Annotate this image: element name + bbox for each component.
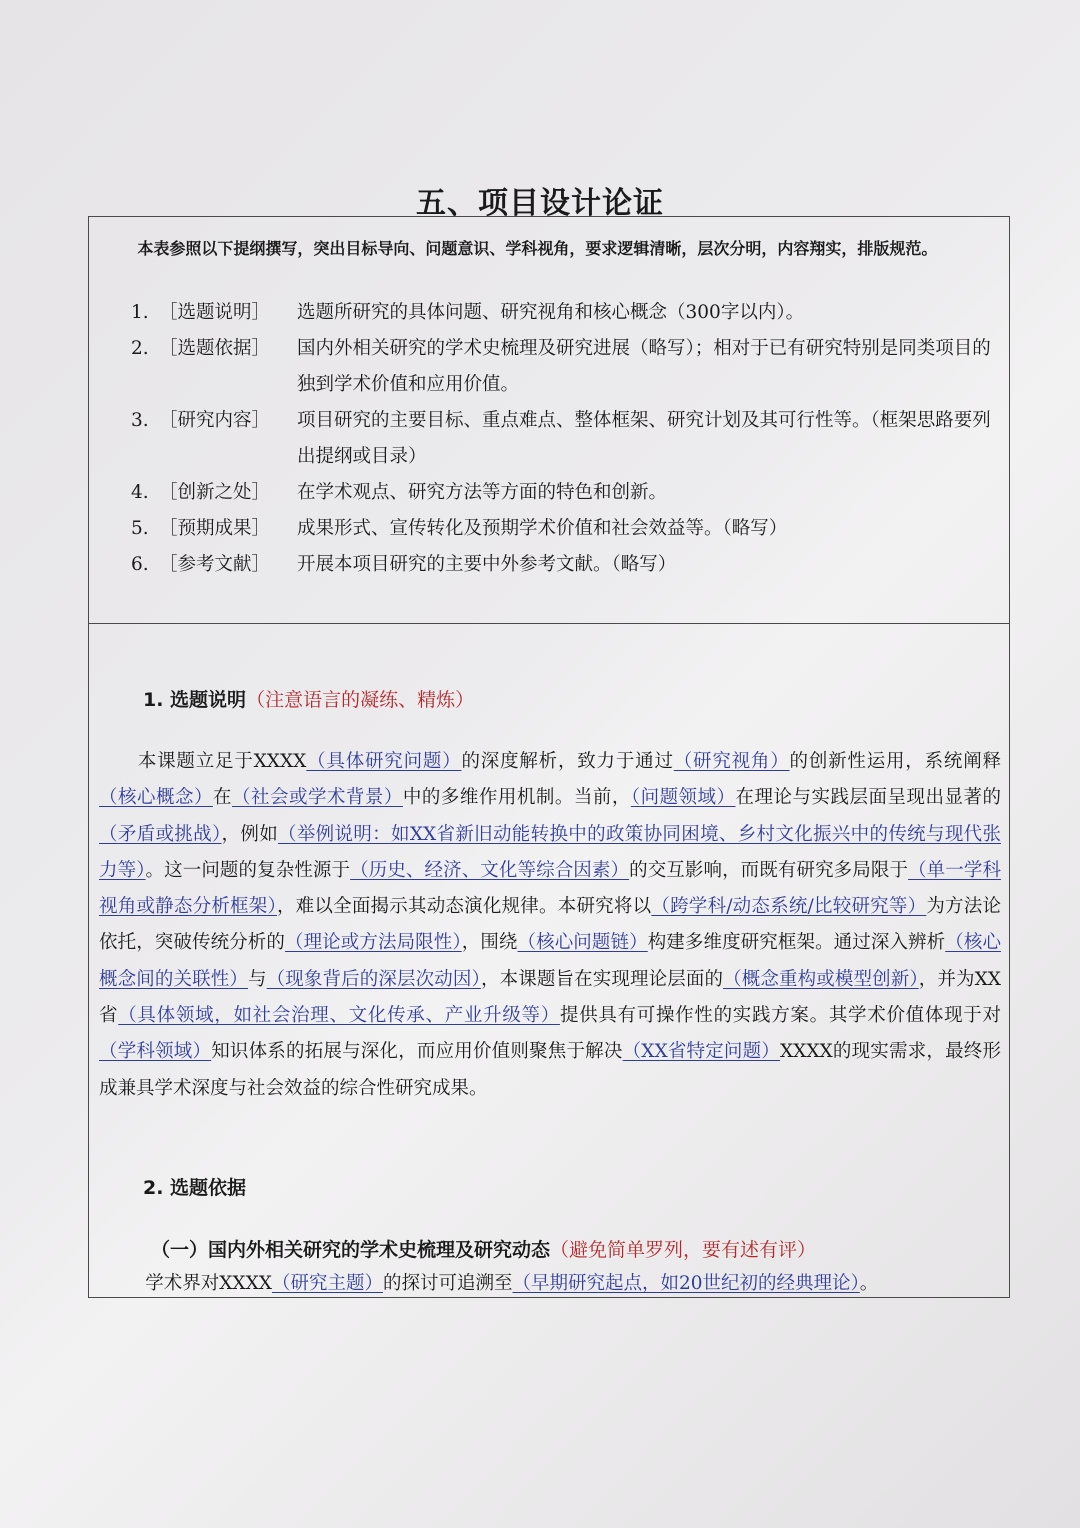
body-text: 在: [212, 787, 232, 809]
body-text: 的交互影响，而既有研究多局限于: [629, 859, 909, 881]
outline-text: 成果形式、宣传转化及预期学术价值和社会效益等。（略写）: [297, 518, 788, 539]
outline-item: [131, 511, 1006, 547]
section2-paragraph: [99, 1269, 1001, 1299]
section1-paragraph: [99, 744, 1001, 1107]
outline-text: 国内外相关研究的学术史梳理及研究进展（略写）；相对于已有研究特别是同类项目的独到学术价值和应用价值。: [297, 338, 991, 395]
placeholder-text: （跨学科/动态系统/比较研究等）: [651, 896, 927, 918]
outline-item: [131, 475, 1006, 511]
placeholder-text: （矛盾或挑战）: [99, 823, 222, 845]
outline-list: [131, 295, 1006, 583]
placeholder-text: （核心概念间的关联性）: [99, 932, 1001, 990]
body-text: 中的多维作用机制。当前，: [402, 787, 631, 809]
outline-text: 选题所研究的具体问题、研究视角和核心概念（300字以内）。: [297, 302, 805, 323]
outline-text: 项目研究的主要目标、重点难点、整体框架、研究计划及其可行性等。（框架思路要列出提纲或目录）: [297, 410, 991, 467]
section2-heading: 2. 选题依据: [143, 1177, 247, 1199]
outline-item: [131, 295, 1006, 331]
section1-title: 1. 选题说明: [143, 689, 247, 711]
body-text: 本课题立足于XXXX: [137, 751, 307, 772]
outline-number: 5.: [131, 518, 149, 539]
page-title: 五、项目设计论证: [416, 186, 664, 221]
body-text: 构建多维度研究框架。通过深入辨析: [647, 932, 946, 954]
form-table: [88, 216, 1010, 1298]
instruction-text: 本表参照以下提纲撰写，突出目标导向、问题意识、学科视角，要求逻辑清晰，层次分明，内容翔实，排版规范。: [137, 239, 938, 258]
placeholder-text: （XX省特定问题）: [622, 1041, 781, 1063]
subheading-note: （避免简单罗列，要有述有评）: [550, 1239, 817, 1261]
placeholder-text: （理论或方法局限性）: [284, 932, 462, 954]
body-text: 学术界对XXXX: [145, 1273, 272, 1294]
outline-number: 1.: [131, 302, 149, 323]
section1-note: （注意语言的凝练、精炼）: [246, 689, 475, 711]
placeholder-text: （概念重构或模型创新）: [723, 968, 919, 990]
placeholder-text: （学科领域）: [99, 1041, 212, 1063]
outline-number: 3.: [131, 410, 149, 431]
body-text: ，例如: [221, 823, 279, 845]
placeholder-text: （单一学科视角或静态分析框架）: [99, 859, 1001, 918]
body-text: XXXX的现实需求，最终形成兼具学术深度与社会效益的综合性研究成果。: [99, 1041, 1001, 1099]
outline-item: [131, 331, 1006, 403]
body-text: 为方法论依托，突破传统分析的: [99, 896, 1001, 954]
placeholder-text: （核心概念）: [99, 787, 213, 809]
body-text: 。这一问题的复杂性源于: [145, 859, 351, 881]
outline-label: ［创新之处］: [159, 482, 271, 503]
outline-item: [131, 547, 1006, 583]
table-divider: [89, 623, 1009, 624]
placeholder-text: （历史、经济、文化等综合因素）: [350, 859, 630, 881]
outline-text: 开展本项目研究的主要中外参考文献。（略写）: [297, 554, 677, 575]
section1-heading: [143, 685, 474, 712]
outline-label: ［选题说明］: [159, 302, 271, 323]
body-text: 的创新性运用，系统阐释: [789, 751, 1001, 772]
outline-number: 4.: [131, 482, 149, 503]
outline-number: 2.: [131, 338, 149, 359]
placeholder-text: （早期研究起点，如20世纪初的经典理论）: [512, 1273, 860, 1294]
placeholder-text: （核心问题链）: [517, 932, 648, 954]
body-text: 与: [248, 968, 267, 990]
body-text: ，围绕: [461, 932, 518, 954]
placeholder-text: （研究视角）: [673, 751, 790, 772]
outline-label: ［研究内容］: [159, 410, 271, 431]
body-text: ，难以全面揭示其动态演化规律。本研究将以: [276, 896, 652, 918]
outline-label: ［选题依据］: [159, 338, 271, 359]
placeholder-text: （举例说明：如XX省新旧动能转换中的政策协同困境、乡村文化振兴中的传统与现代张力等）: [99, 823, 1001, 881]
placeholder-text: （具体研究问题）: [306, 751, 462, 772]
body-text: 知识体系的拓展与深化，而应用价值则聚焦于解决: [211, 1041, 623, 1063]
body-text: 的探讨可追溯至: [382, 1273, 513, 1294]
placeholder-text: （具体领域，如社会治理、文化传承、产业升级等）: [118, 1005, 560, 1027]
placeholder-text: （现象背后的深层次动因）: [266, 968, 481, 990]
placeholder-text: （问题领域）: [630, 787, 736, 809]
outline-item: [131, 403, 1006, 475]
body-text: ，本课题旨在实现理论层面的: [480, 968, 724, 990]
body-text: 提供具有可操作性的实践方案。其学术价值体现于对: [559, 1005, 1001, 1027]
subheading-title: （一）国内外相关研究的学术史梳理及研究动态: [151, 1239, 551, 1261]
outline-label: ［预期成果］: [159, 518, 271, 539]
placeholder-text: （研究主题）: [271, 1273, 383, 1294]
body-text: ，并为XX省: [99, 968, 1001, 1027]
body-text: 。: [859, 1273, 879, 1294]
outline-label: ［参考文献］: [159, 554, 271, 575]
outline-number: 6.: [131, 554, 149, 575]
body-text: 的深度解析，致力于通过: [461, 751, 674, 772]
placeholder-text: （社会或学术背景）: [231, 787, 403, 809]
section2-subheading: [151, 1235, 816, 1262]
outline-text: 在学术观点、研究方法等方面的特色和创新。: [297, 482, 668, 503]
body-text: 在理论与实践层面呈现出显著的: [735, 787, 1001, 809]
